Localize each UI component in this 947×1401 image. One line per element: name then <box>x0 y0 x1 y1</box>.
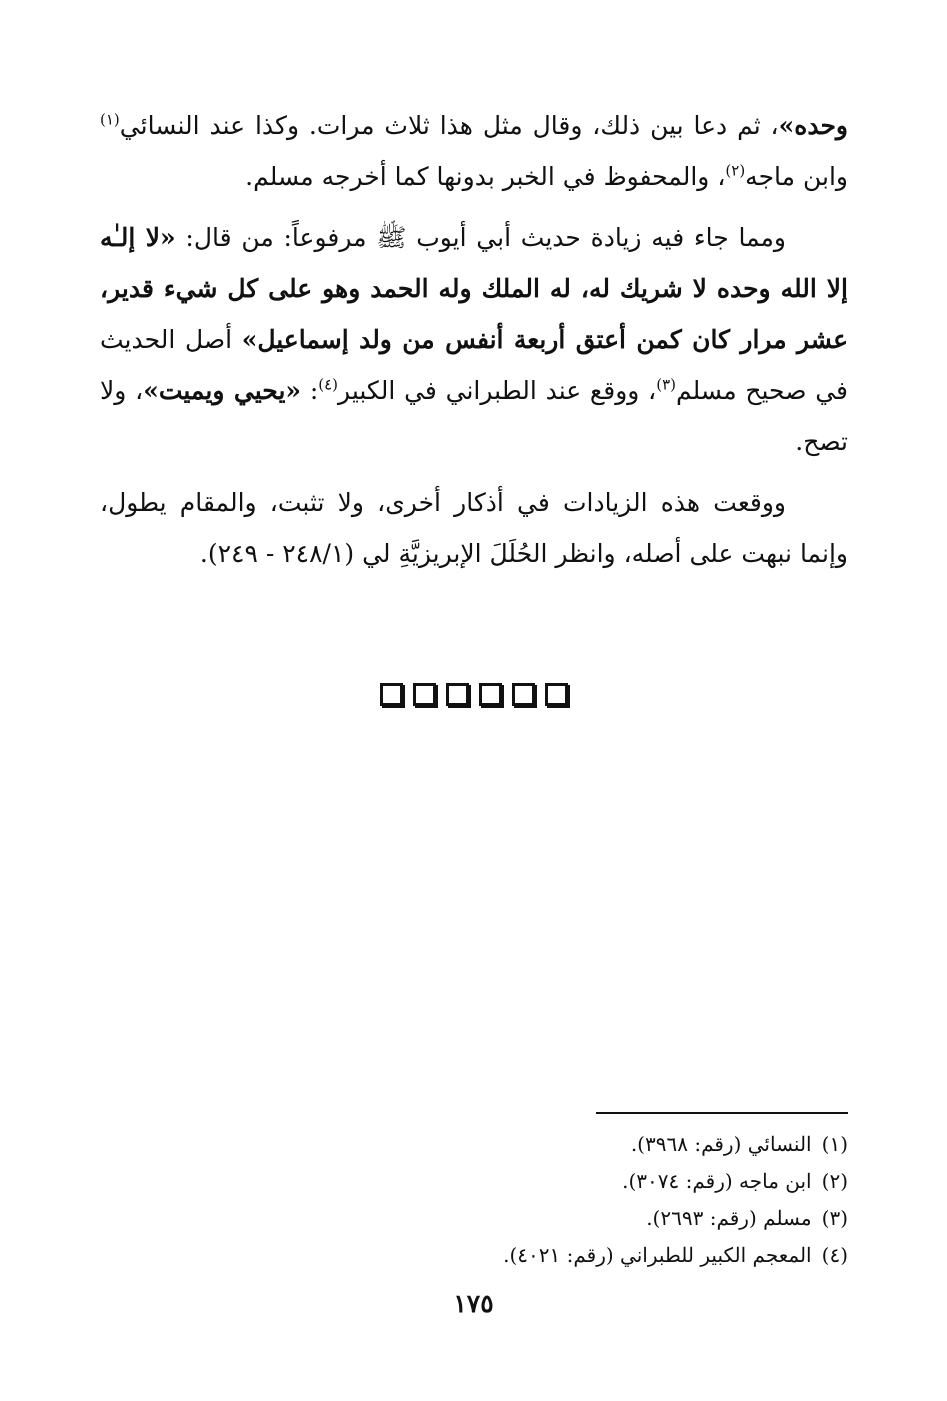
separator-box-icon <box>545 683 568 706</box>
paragraph-3: ووقعت هذه الزيادات في أذكار أخرى، ولا تثبت، والمقام يطول، وإنما نبهت على أصله، وانظر الحُلَلَ الإبريزيَّةِ لي (٢٤٨/١ - ٢٤٩). <box>100 488 848 568</box>
hadith-quote: «لا إلـٰه إلا الله وحده لا شريك له، له الملك وله الحمد وهو على كل شيء قدير، عشر مرار كان كمن أعتق أربعة أنفس من ولد إسماعيل» <box>100 223 848 354</box>
quote-phrase: «يحيي ويميت» <box>143 376 302 405</box>
footnote-4 <box>300 1237 848 1274</box>
footnote-number: (٣) <box>821 1206 848 1230</box>
footnote-number: (٤) <box>821 1243 848 1267</box>
main-text <box>100 100 848 589</box>
section-separator <box>0 683 947 706</box>
separator-box-icon <box>380 683 403 706</box>
footnote-number: (١) <box>821 1132 848 1156</box>
footnote-ref-1: (١) <box>100 110 120 129</box>
text-run: أصل الحديث في صحيح مسلم <box>100 325 848 405</box>
text-run: ، ووقع عند الطبراني في الكبير <box>338 376 657 405</box>
text-run: ، والمحفوظ في الخبر بدونها كما أخرجه مسلم. <box>245 162 726 191</box>
separator-box-icon <box>413 683 436 706</box>
text-run: : <box>301 376 319 405</box>
footnote-2 <box>300 1163 848 1200</box>
footnote-number: (٢) <box>821 1169 848 1193</box>
separator-box-icon <box>446 683 469 706</box>
footnote-1 <box>300 1126 848 1163</box>
text-run: ، ولا تصح. <box>100 376 848 456</box>
footnote-divider <box>596 1112 848 1114</box>
separator-box-icon <box>512 683 535 706</box>
separator-box-icon <box>479 683 502 706</box>
text-run: ، ثم دعا بين ذلك، وقال مثل هذا ثلاث مرات. وكذا عند النسائي <box>119 111 779 140</box>
paragraph-1 <box>100 100 848 202</box>
footnote-text: المعجم الكبير للطبراني (رقم: ٤٠٢١). <box>503 1243 812 1267</box>
text-run: وابن ماجه <box>745 162 848 191</box>
footnote-ref-2: (٢) <box>725 161 746 180</box>
paragraph-2 <box>100 212 848 467</box>
text-run: ومما جاء فيه زيادة حديث أبي أيوب ﷺ مرفوعاً: من قال: <box>175 223 786 252</box>
bold-phrase: وحده» <box>778 111 848 140</box>
footnote-text: مسلم (رقم: ٢٦٩٣). <box>646 1206 812 1230</box>
page-number: ١٧٥ <box>453 1289 494 1318</box>
footnote-ref-3: (٣) <box>656 375 676 394</box>
footnote-text: ابن ماجه (رقم: ٣٠٧٤). <box>622 1169 812 1193</box>
footnote-text: النسائي (رقم: ٣٩٦٨). <box>630 1132 812 1156</box>
footnotes <box>300 1126 848 1274</box>
footnote-ref-4: (٤) <box>318 375 339 394</box>
footnote-3 <box>300 1200 848 1237</box>
